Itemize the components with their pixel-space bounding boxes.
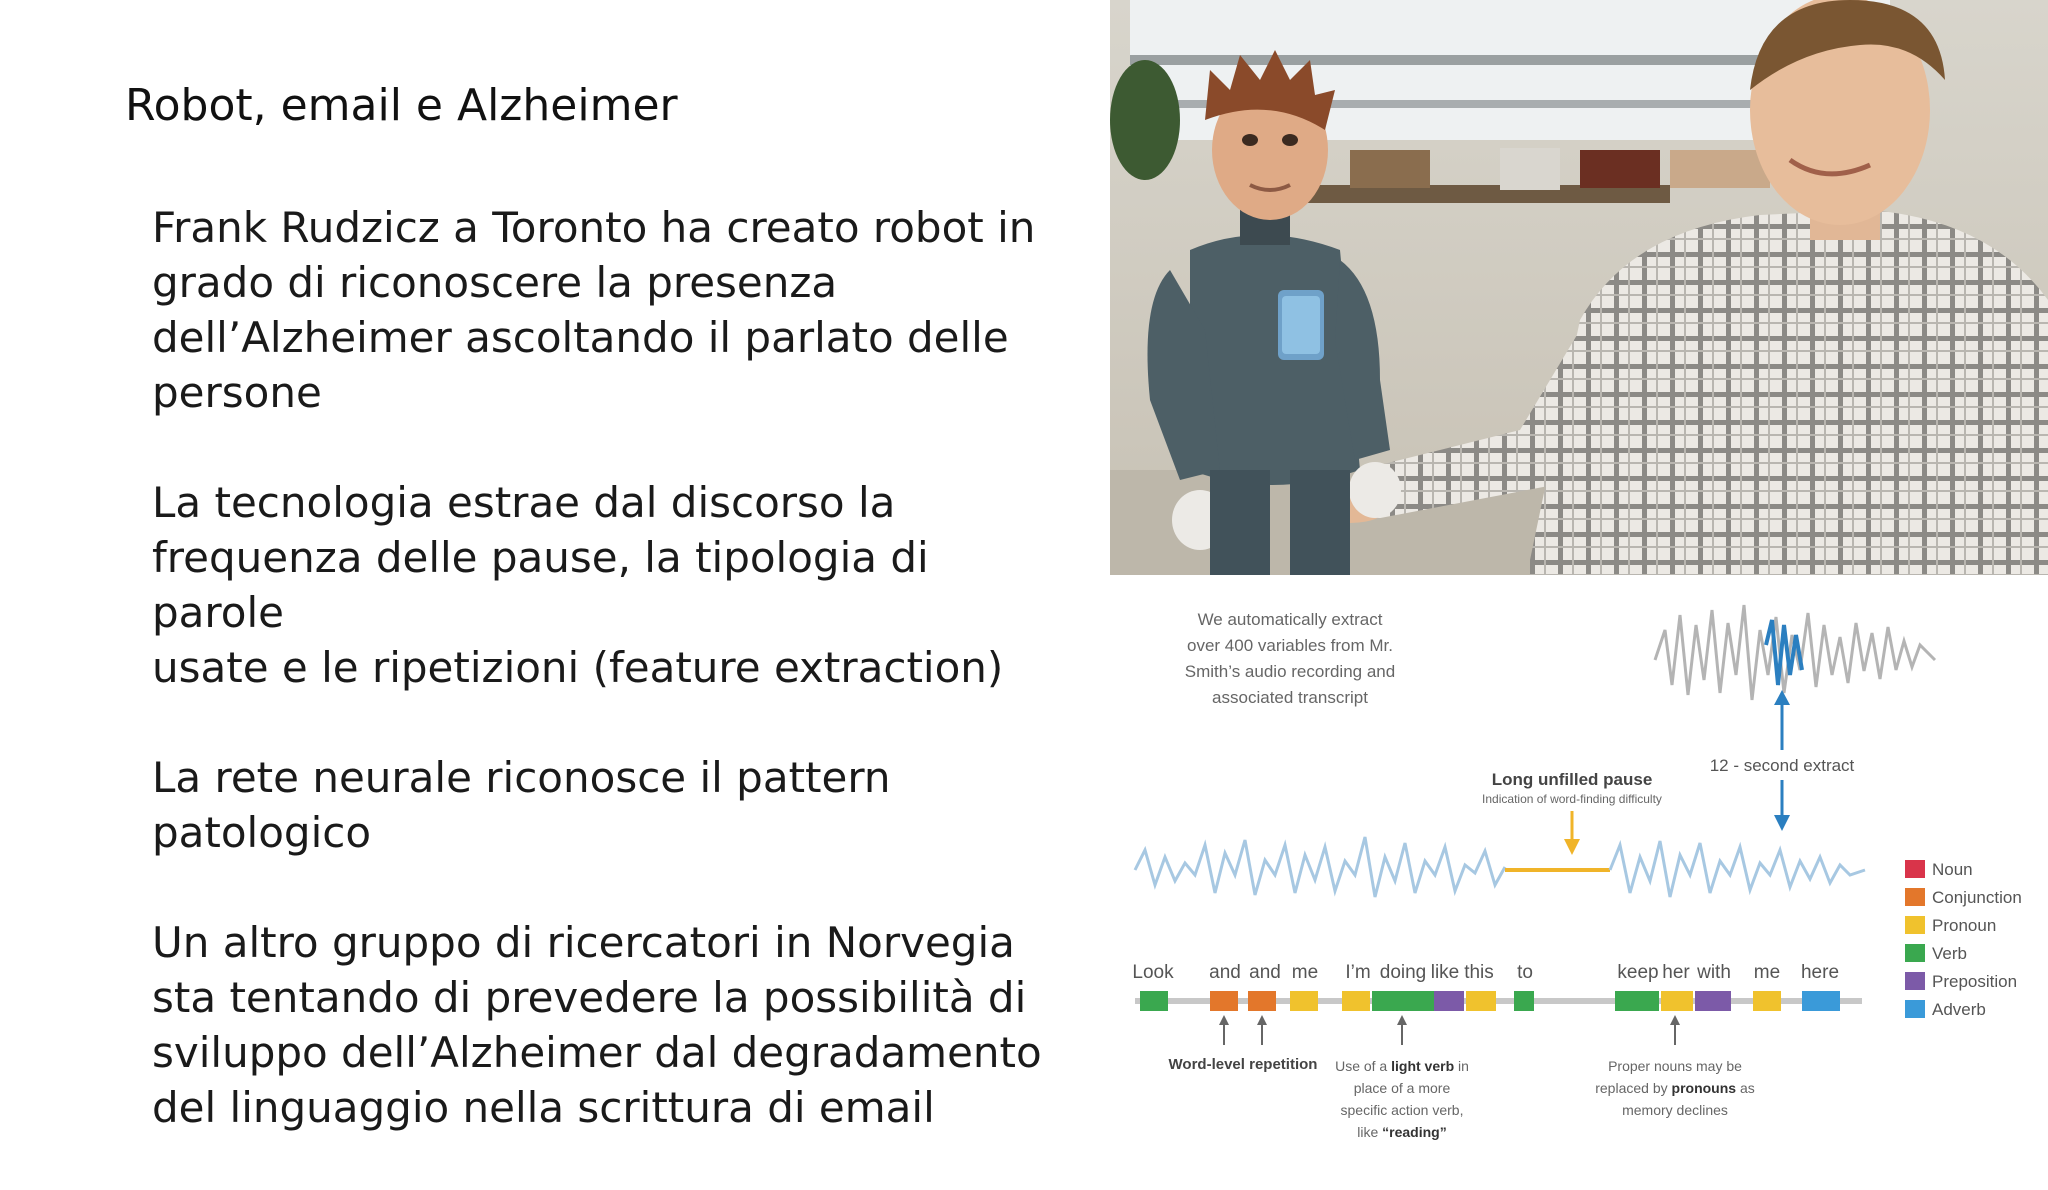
word-and-2: and xyxy=(1249,962,1281,983)
annotation-light-verb-line-2: place of a more xyxy=(1353,1080,1451,1096)
main-waveform xyxy=(1135,837,1865,897)
extract-note-line-1: We automatically extract xyxy=(1197,610,1383,629)
word-to: to xyxy=(1517,962,1533,983)
speech-diagram-svg xyxy=(1110,575,2048,1152)
tag-im-pronoun xyxy=(1342,991,1370,1011)
paragraph-neural-network: La rete neurale riconosce il pattern patologico xyxy=(152,753,891,857)
tag-and-1-conj xyxy=(1210,991,1238,1011)
tag-to-verb xyxy=(1514,991,1534,1011)
speech-analysis-diagram xyxy=(1110,575,2048,1152)
word-me-2: me xyxy=(1753,962,1781,983)
word-im: I’m xyxy=(1345,962,1371,983)
legend-swatch-noun xyxy=(1905,860,1925,878)
tag-this-pronoun xyxy=(1466,991,1496,1011)
legend xyxy=(1905,860,2022,1019)
tag-her-pronoun xyxy=(1661,991,1693,1011)
paragraph-norway: Un altro gruppo di ricercatori in Norvegia sta tentando di prevedere la possibilità di sviluppo dell’Alzheimer dal degradamento del linguaggio nella scrittura di email xyxy=(152,918,1042,1132)
tag-me-2-pronoun xyxy=(1753,991,1781,1011)
tag-and-2-conj xyxy=(1248,991,1276,1011)
legend-swatch-conjunction xyxy=(1905,888,1925,906)
word-like: like xyxy=(1430,962,1460,983)
legend-swatch-pronoun xyxy=(1905,916,1925,934)
tag-here-adverb xyxy=(1802,991,1840,1011)
word-here: here xyxy=(1800,962,1840,983)
annotation-light-verb-line-3: specific action verb, xyxy=(1340,1102,1464,1118)
legend-preposition: Preposition xyxy=(1932,972,2018,991)
paragraph-robot: Frank Rudzicz a Toronto ha creato robot in grado di riconoscere la presenza dell’Alzheimer ascoltando il parlato delle persone xyxy=(152,203,1036,417)
legend-swatch-preposition xyxy=(1905,972,1925,990)
tag-with-prep xyxy=(1695,991,1731,1011)
legend-swatch-adverb xyxy=(1905,1000,1925,1018)
annotation-pronouns-line-3: memory declines xyxy=(1622,1102,1728,1118)
slide-title: Robot, email e Alzheimer xyxy=(125,80,678,131)
slide-body xyxy=(152,200,1072,1190)
figure-panel xyxy=(1110,0,2048,1152)
extract-note-line-3: Smith’s audio recording and xyxy=(1184,662,1396,681)
photo-researcher-robot xyxy=(1110,0,2048,575)
annotation-repetition: Word-level repetition xyxy=(1168,1056,1318,1073)
tag-doing-verb xyxy=(1372,991,1434,1011)
extract-note-line-2: over 400 variables from Mr. xyxy=(1187,636,1393,655)
legend-adverb: Adverb xyxy=(1932,1000,1986,1019)
tag-like-prep xyxy=(1434,991,1464,1011)
legend-conjunction: Conjunction xyxy=(1932,888,2022,907)
annotation-pronouns-line-2: replaced by pronouns as xyxy=(1595,1080,1755,1096)
legend-pronoun: Pronoun xyxy=(1932,916,1997,935)
tag-me-1-pronoun xyxy=(1290,991,1318,1011)
word-doing: doing xyxy=(1379,962,1427,983)
pause-sublabel: Indication of word-finding difficulty xyxy=(1482,792,1662,806)
word-and-1: and xyxy=(1209,962,1241,983)
word-keep: keep xyxy=(1617,962,1659,983)
word-this: this xyxy=(1464,962,1494,983)
annotation-light-verb-line-4: like “reading” xyxy=(1357,1124,1447,1140)
photo-illustration xyxy=(1110,0,2048,575)
word-with: with xyxy=(1697,962,1731,983)
legend-swatch-verb xyxy=(1905,944,1925,962)
word-me-1: me xyxy=(1291,962,1319,983)
pause-label: Long unfilled pause xyxy=(1491,770,1653,789)
tag-keep-verb xyxy=(1615,991,1659,1011)
word-look: Look xyxy=(1132,962,1174,983)
tag-look-verb xyxy=(1140,991,1168,1011)
legend-noun: Noun xyxy=(1932,860,1973,879)
annotation-pronouns-line-1: Proper nouns may be xyxy=(1608,1058,1742,1074)
legend-verb: Verb xyxy=(1932,944,1967,963)
paragraph-technology: La tecnologia estrae dal discorso la frequenza delle pause, la tipologia di parole usate e le ripetizioni (feature extraction) xyxy=(152,478,1004,692)
word-her: her xyxy=(1662,962,1690,983)
zoomed-waveform xyxy=(1655,605,1935,700)
extract-label: 12 - second extract xyxy=(1709,756,1855,775)
annotation-light-verb-line-1: Use of a light verb in xyxy=(1335,1058,1469,1074)
extract-note-line-4: associated transcript xyxy=(1212,688,1368,707)
